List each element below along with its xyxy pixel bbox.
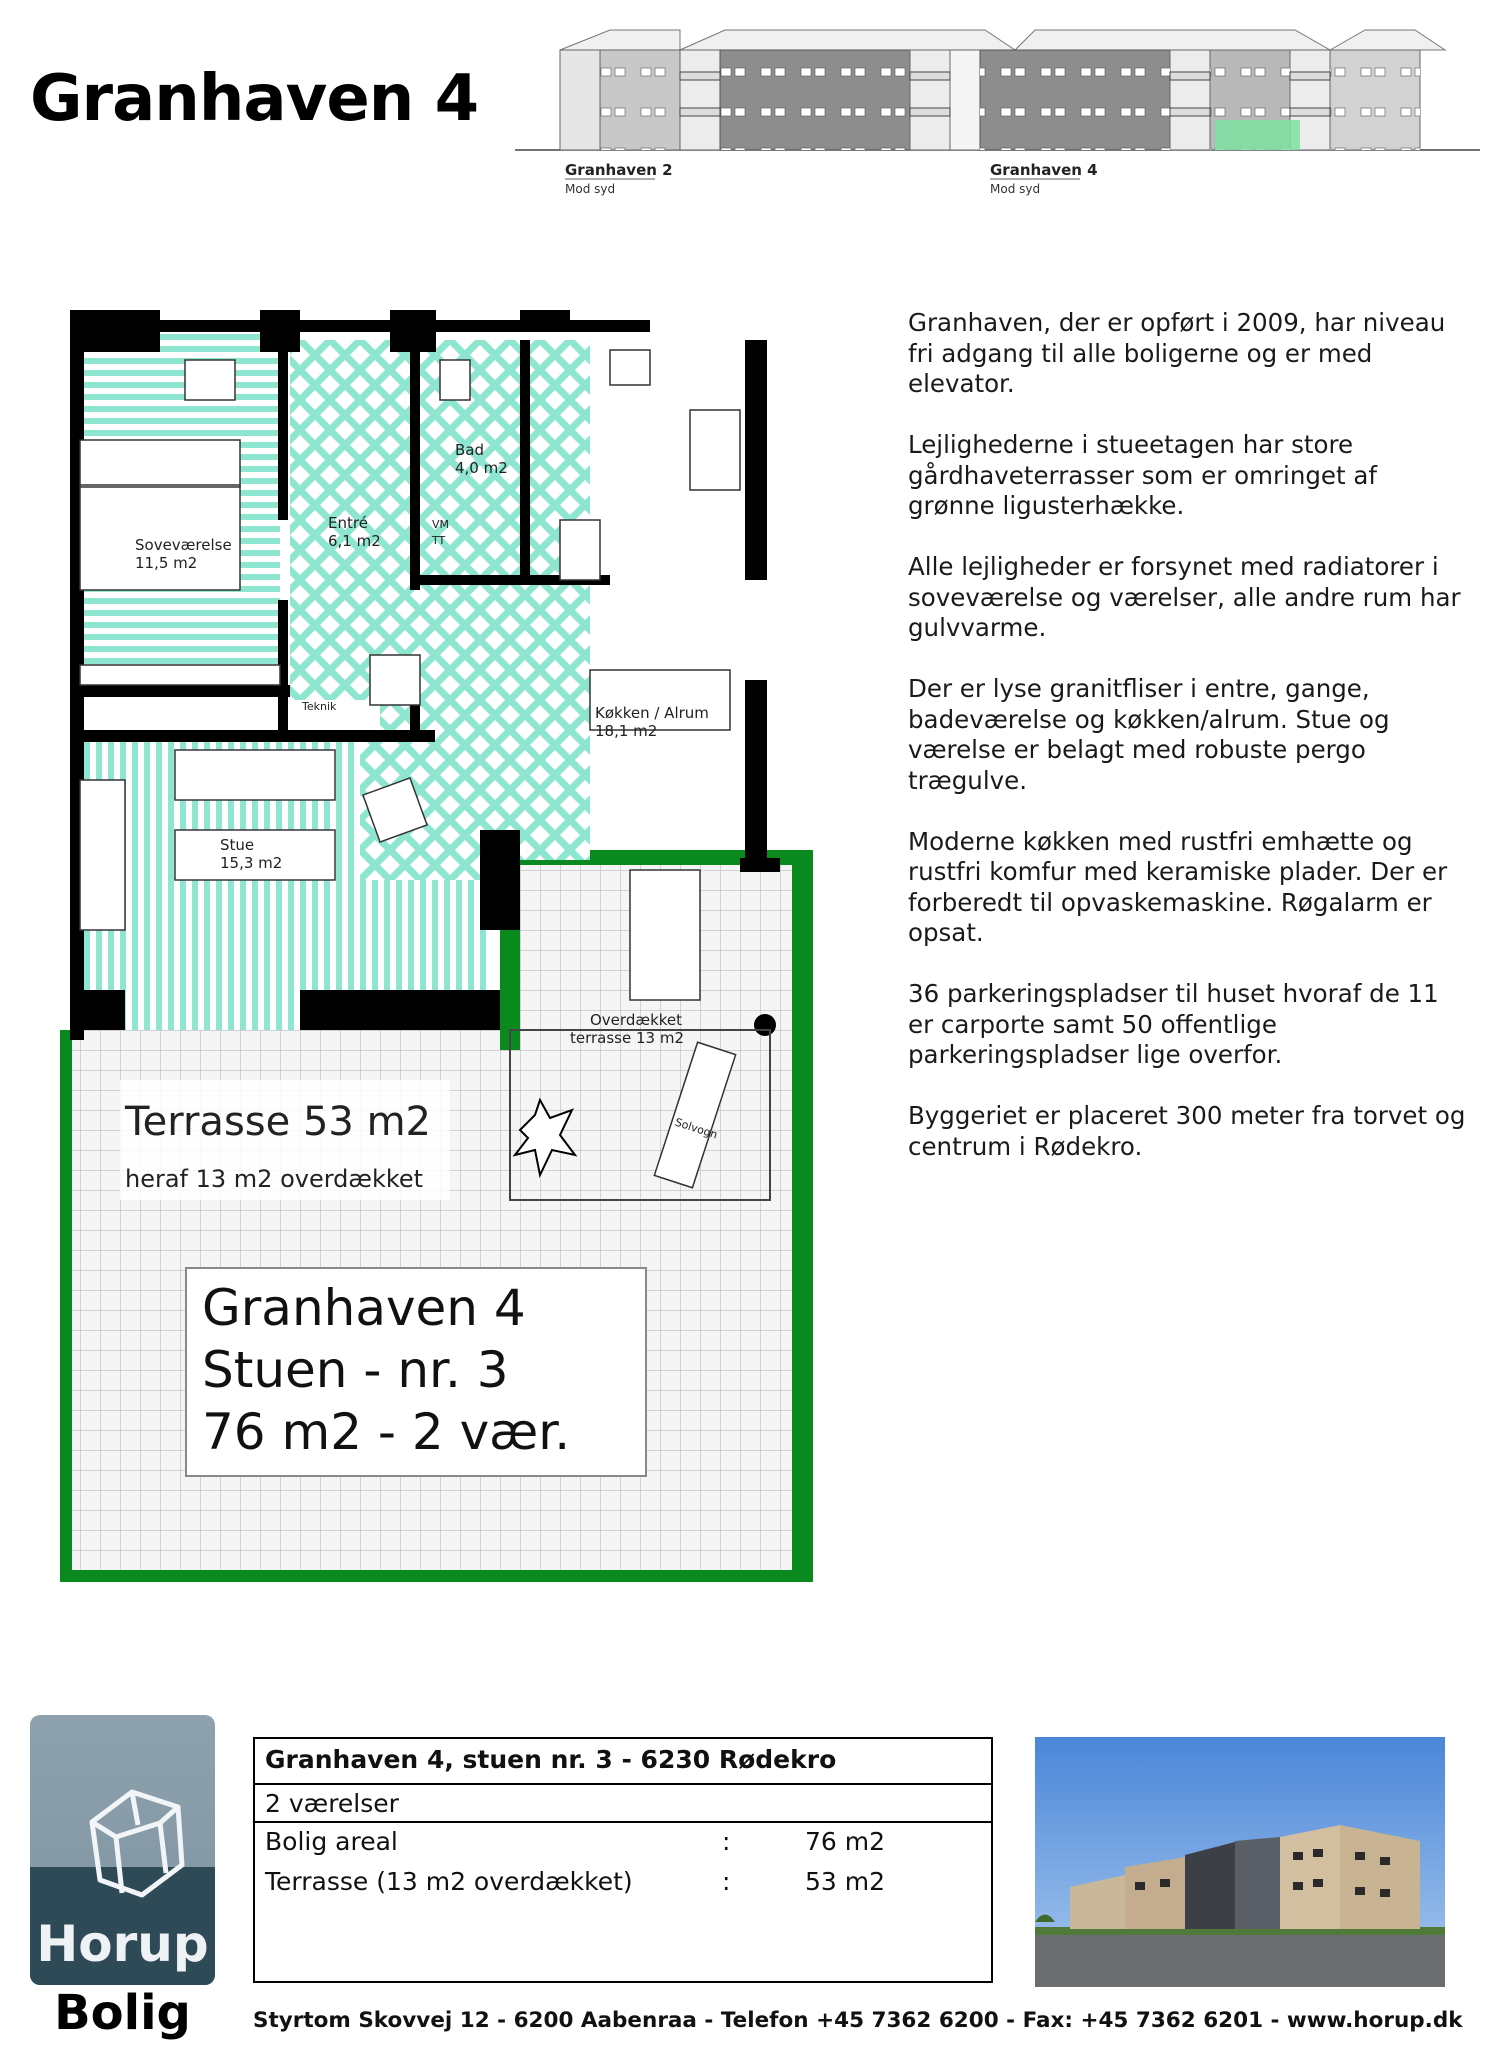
description-paragraph: Byggeriet er placeret 300 meter fra torvet og centrum i Rødekro.	[908, 1101, 1466, 1161]
building-photo	[1035, 1737, 1445, 1987]
sunbed-label: Solvogn	[673, 1115, 720, 1142]
elevation-left-sub: Mod syd	[565, 182, 616, 196]
living-name: Stue	[220, 836, 255, 854]
info-table	[253, 1737, 993, 1983]
description-paragraph: Alle lejligheder er forsynet med radiatorer i soveværelse og værelser, alle andre rum har gulvvarme.	[908, 552, 1461, 642]
terrace-subtitle: heraf 13 m2 overdækket	[125, 1165, 424, 1193]
floor-plan	[60, 310, 820, 1590]
description-paragraph: 36 parkeringspladser til huset hvoraf de 11 er carporte samt 50 offentlige parkeringspladser lige overfor.	[908, 979, 1439, 1069]
description	[908, 308, 1468, 1193]
kitchen-name: Køkken / Alrum	[595, 704, 709, 722]
elevation-right-label: Granhaven 4	[990, 161, 1098, 179]
building-elevation	[515, 20, 1480, 200]
info-row-label: Terrasse (13 m2 overdækket)	[265, 1867, 633, 1896]
info-address: Granhaven 4, stuen nr. 3 - 6230 Rødekro	[255, 1739, 991, 1785]
footer-contact: Styrtom Skovvej 12 - 6200 Aabenraa - Telefon +45 7362 6200 - Fax: +45 7362 6201 - www.horup.dk	[253, 2008, 1463, 2033]
house-cube-icon	[30, 1715, 215, 1915]
description-paragraph: Lejlighederne i stueetagen har store gårdhaveterrasser som er omringet af grønne ligusterhække.	[908, 430, 1378, 520]
description-paragraph: Der er lyse granitfliser i entre, gange, badeværelse og køkken/alrum. Stue og værelse er belagt med robuste pergo trægulve.	[908, 674, 1390, 795]
bedroom-area: 11,5 m2	[135, 554, 198, 572]
info-row-separator: :	[722, 1867, 731, 1896]
logo-word-horup: Horup	[36, 1915, 209, 1973]
bedroom-name: Soveværelse	[135, 536, 232, 554]
info-row	[255, 1823, 991, 1863]
terrace-title: Terrasse 53 m2	[125, 1099, 431, 1145]
info-rooms: 2 værelser	[255, 1785, 991, 1823]
description-paragraph: Moderne køkken med rustfri emhætte og rustfri komfur med keramiske plader. Der er forberedt til opvaskemaskine. Røgalarm er opsat.	[908, 826, 1448, 947]
unit-line3: 76 m2 - 2 vær.	[202, 1403, 571, 1461]
covered-terrace-line1: Overdækket	[590, 1011, 683, 1029]
elevation-right-sub: Mod syd	[990, 182, 1041, 196]
vm-label: VM	[432, 518, 450, 531]
logo-word-bolig: Bolig	[54, 1985, 191, 2041]
unit-line2: Stuen - nr. 3	[202, 1341, 509, 1399]
horup-bolig-logo	[30, 1715, 215, 2040]
elevation-left-label: Granhaven 2	[565, 161, 673, 179]
entry-area: 6,1 m2	[328, 532, 381, 550]
covered-terrace-line2: terrasse 13 m2	[570, 1029, 685, 1047]
bath-name: Bad	[455, 441, 485, 459]
info-row-value: 53 m2	[805, 1867, 886, 1896]
kitchen-area: 18,1 m2	[595, 722, 658, 740]
info-row-separator: :	[722, 1827, 731, 1856]
info-row-value: 76 m2	[805, 1827, 886, 1856]
teknik-label: Teknik	[302, 700, 337, 713]
unit-line1: Granhaven 4	[202, 1279, 526, 1337]
bath-area: 4,0 m2	[455, 459, 508, 477]
info-row	[255, 1863, 991, 1903]
logo-badge	[30, 1715, 215, 1985]
info-row-label: Bolig areal	[265, 1827, 398, 1856]
page-title: Granhaven 4	[30, 62, 479, 136]
description-paragraph: Granhaven, der er opført i 2009, har niveau fri adgang til alle boligerne og er med elevator.	[908, 308, 1446, 398]
tt-label: TT	[432, 534, 446, 547]
living-area: 15,3 m2	[220, 854, 283, 872]
entry-name: Entré	[328, 514, 368, 532]
